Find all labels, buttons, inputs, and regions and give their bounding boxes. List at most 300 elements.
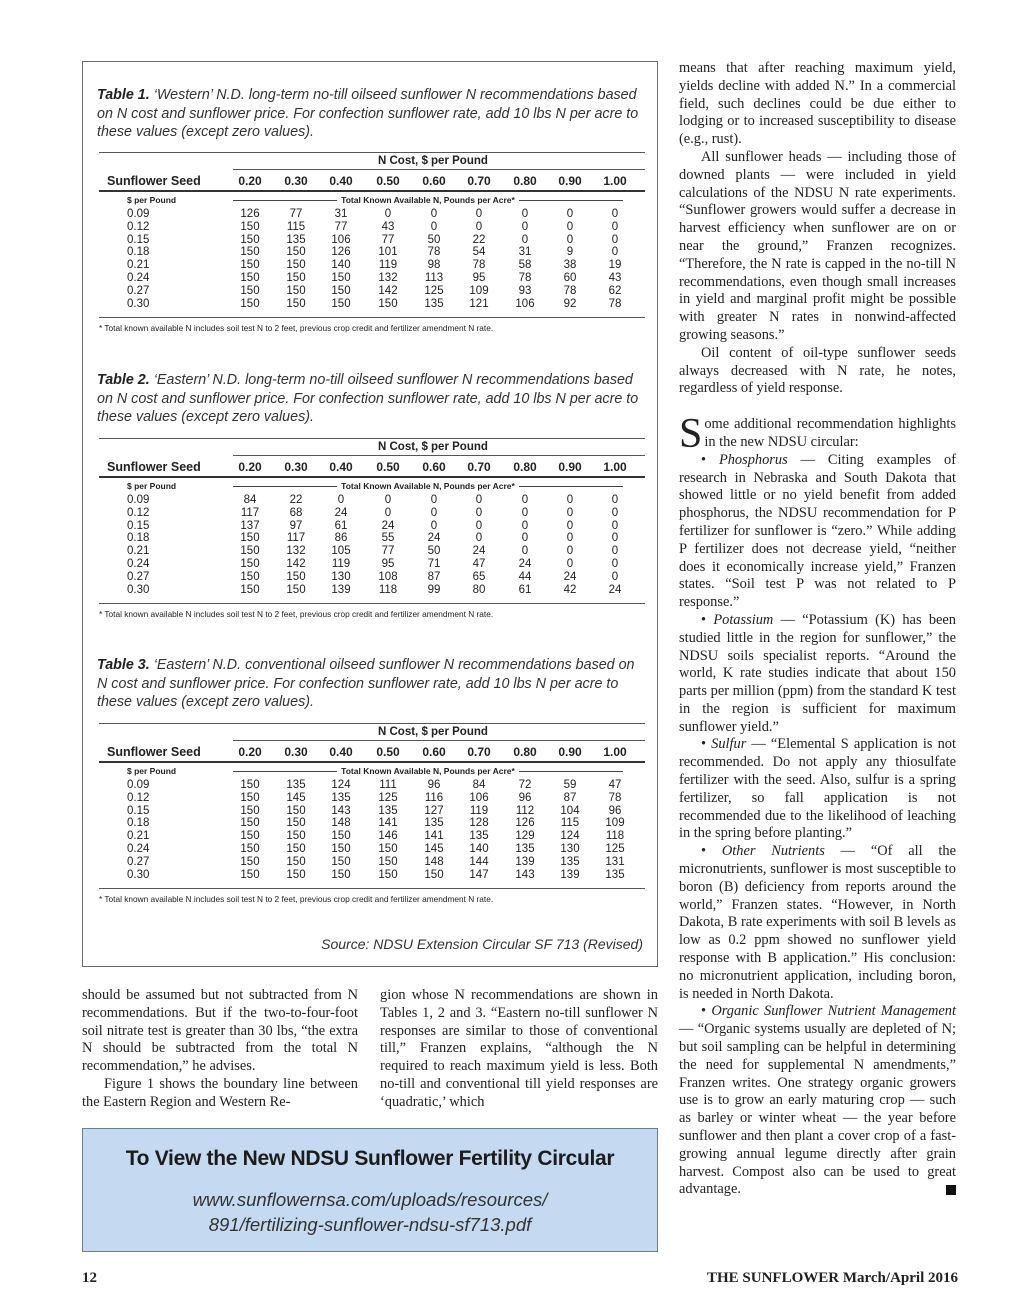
table-cell: 150: [240, 583, 260, 596]
table-cell: 84: [472, 779, 486, 791]
table-cell: 61: [518, 583, 532, 596]
available-n-text: Total Known Available N, Pounds per Acre*: [233, 481, 623, 491]
table-cell: 78: [608, 791, 622, 804]
table-cell: 130: [560, 843, 580, 855]
seed-price-cell: 0.21: [127, 830, 150, 843]
table-rule: [99, 152, 645, 153]
table-cell: 117: [286, 532, 306, 545]
seed-price-cell: 0.15: [127, 804, 150, 817]
table-cell: 135: [605, 868, 625, 881]
table-cell: 150: [240, 532, 260, 545]
table-cell: 135: [286, 779, 306, 791]
table-cell: 0: [566, 545, 574, 558]
table-cell: 130: [331, 570, 351, 583]
table-cell: 135: [469, 830, 489, 843]
table-cell: 0: [611, 558, 619, 570]
table-cell: 71: [427, 558, 441, 570]
table-cell: 24: [608, 583, 622, 596]
table-cell: 150: [378, 297, 398, 310]
table-cell: 113: [424, 272, 444, 284]
table-rule: [99, 438, 645, 439]
table-cell: 0: [566, 506, 574, 519]
table-cell: 105: [331, 545, 351, 558]
table-cell: 124: [560, 830, 580, 843]
table-cell: 0: [430, 506, 438, 519]
table-cell: 0: [475, 519, 483, 532]
table-cell: 96: [518, 791, 532, 804]
table-cell: 150: [331, 868, 351, 881]
per-pound-label: $ per Pound: [127, 766, 177, 776]
table-cell: 150: [286, 583, 306, 596]
seed-price-cell: 0.27: [127, 855, 150, 868]
cost-column-header: 0.50: [376, 745, 400, 759]
table-cell: 142: [286, 558, 306, 570]
table-cell: 109: [469, 284, 489, 297]
seed-price-cell: 0.27: [127, 570, 150, 583]
table-rule: [99, 761, 645, 763]
table-cell: 0: [475, 208, 483, 220]
sunflower-seed-header: Sunflower Seed: [107, 460, 201, 474]
table-cell: 141: [378, 817, 398, 830]
table-cell: 150: [240, 843, 260, 855]
table-cell: 0: [566, 558, 574, 570]
table-cell: 86: [334, 532, 348, 545]
seed-price-cell: 0.18: [127, 246, 150, 259]
table-cell: 126: [515, 817, 535, 830]
table-cell: 0: [611, 519, 619, 532]
table-cell: 117: [240, 506, 260, 519]
table-cell: 150: [378, 868, 398, 881]
table-cell: 44: [518, 570, 532, 583]
table-cell: 0: [611, 233, 619, 246]
table-cell: 98: [427, 259, 441, 272]
table-rule: [99, 317, 645, 318]
n-cost-header: N Cost, $ per Pound: [378, 155, 488, 167]
table-cell: 109: [605, 817, 625, 830]
table-cell: 150: [286, 843, 306, 855]
seed-price-cell: 0.12: [127, 506, 150, 519]
table-cell: 0: [521, 519, 529, 532]
table-cell: 31: [334, 208, 348, 220]
table-cell: 77: [289, 208, 303, 220]
circular-link-box: [82, 1128, 658, 1252]
table-cell: 0: [521, 233, 529, 246]
cost-column-header: 0.80: [513, 460, 537, 474]
table-cell: 0: [384, 494, 392, 506]
table-cell: 142: [378, 284, 398, 297]
body-column-right: [679, 60, 956, 1199]
table-cell: 129: [515, 830, 535, 843]
table-cell: 150: [424, 868, 444, 881]
table-cell: 118: [605, 830, 625, 843]
table-cell: 150: [240, 246, 260, 259]
table-cell: 150: [240, 220, 260, 233]
table-cell: 0: [611, 570, 619, 583]
table-cell: 0: [475, 494, 483, 506]
table-cell: 135: [331, 791, 351, 804]
table-cell: 150: [240, 233, 260, 246]
table-cell: 150: [286, 272, 306, 284]
table-cell: 150: [240, 817, 260, 830]
table-cell: 54: [472, 246, 486, 259]
table-cell: 0: [521, 494, 529, 506]
bullet-potassium: • Potassium — “Potassium (K) has been studied little in the region for sunflower,” the NDSU soils specialist reports. “Around the world, K rate studies indicate that about 150 parts per million (ppm) from the standard K test in the region is sufficient for maximum sunflower yield.”: [679, 611, 956, 735]
table-cell: 24: [427, 532, 441, 545]
table-cell: 0: [430, 220, 438, 233]
table-cell: 47: [472, 558, 486, 570]
sunflower-seed-header: Sunflower Seed: [107, 745, 201, 759]
link-box-title: To View the New NDSU Sunflower Fertility Circular: [125, 1147, 615, 1170]
table-cell: 132: [378, 272, 398, 284]
table-cell: 139: [515, 855, 535, 868]
bullet-phosphorus: • Phosphorus — Citing examples of research in Nebraska and South Dakota that showed little or no yield benefit from added phosphorus, the NDSU recommendation for P fertilizer for sunflower is “zero.” While adding P fertilizer does not decrease yield, “neither does it economically increase yield,” Franzen states. “Soil test P was not related to P response.”: [679, 451, 956, 611]
available-n-label: [233, 195, 623, 205]
table-cell: 77: [334, 220, 348, 233]
cost-column-header: 0.40: [329, 460, 353, 474]
n-cost-header: N Cost, $ per Pound: [378, 726, 488, 738]
table-footnote: * Total known available N includes soil test N to 2 feet, previous crop credit and fertilizer amendment N rate.: [99, 323, 494, 333]
table-cell: 84: [243, 494, 257, 506]
table-cell: 0: [521, 506, 529, 519]
table-cell: 135: [515, 843, 535, 855]
table-cell: 108: [378, 570, 398, 583]
section-intro: Some additional recommendation highlights in the new NDSU circular:: [679, 411, 956, 458]
table-cell: 124: [331, 779, 351, 791]
table-cell: 59: [563, 779, 577, 791]
table-cell: 99: [427, 583, 441, 596]
table-cell: 125: [424, 284, 444, 297]
table-cell: 24: [563, 570, 577, 583]
cost-column-header: 0.70: [467, 745, 491, 759]
table-cell: 150: [240, 830, 260, 843]
tables-box: [82, 61, 658, 967]
table-cell: 137: [240, 519, 260, 532]
table-cell: 119: [469, 804, 489, 817]
table-cell: 38: [563, 259, 577, 272]
table-3: [83, 633, 657, 923]
cost-column-header: 0.60: [422, 174, 446, 188]
table-cell: 96: [427, 779, 441, 791]
table-cell: 139: [560, 868, 580, 881]
table-cell: 111: [379, 779, 397, 791]
table-cell: 0: [475, 532, 483, 545]
table-cell: 150: [331, 830, 351, 843]
table-cell: 131: [605, 855, 625, 868]
table-rule: [233, 169, 645, 170]
table-cell: 101: [378, 246, 398, 259]
table-rule: [99, 723, 645, 724]
cost-column-header: 0.20: [238, 460, 262, 474]
body-column-middle: [380, 987, 658, 1112]
table-cell: 106: [469, 791, 489, 804]
publication-footer: THE SUNFLOWER March/April 2016: [707, 1270, 958, 1286]
cost-column-header: 1.00: [603, 460, 627, 474]
table-cell: 0: [611, 494, 619, 506]
table-cell: 42: [563, 583, 577, 596]
cost-column-header: 0.40: [329, 745, 353, 759]
table-cell: 150: [240, 779, 260, 791]
table-cell: 150: [240, 868, 260, 881]
table-cell: 150: [286, 868, 306, 881]
bullet-other-nutrients: • Other Nutrients — “Of all the micronutrients, sunflower is most susceptible to boron (B) deficiency from reports around the world,” Franzen states. “However, in North Dakota, B rate experiments with soil B levels as low as 0.2 ppm showed no sunflower yield response with B application.” His conclusion: no micronutrient application, including boron, is needed in North Dakota.: [679, 843, 956, 1002]
table-rule: [99, 888, 645, 889]
paragraph: gion whose N recommendations are shown in Tables 1, 2 and 3. “Eastern no-till sunflower N responses are similar to those of conventional till,” Franzen explains, “although the N required to reach maximum yield is less. Both no-till and conventional till yield responses are ‘quadratic,’ which: [380, 987, 658, 1110]
cost-column-header: 0.20: [238, 745, 262, 759]
table-cell: 0: [521, 208, 529, 220]
table-cell: 148: [424, 855, 444, 868]
table-cell: 135: [378, 804, 398, 817]
seed-price-cell: 0.24: [127, 272, 150, 284]
cost-column-header: 0.70: [467, 174, 491, 188]
table-cell: 135: [286, 233, 306, 246]
table-cell: 150: [240, 855, 260, 868]
table-cell: 150: [331, 297, 351, 310]
table-cell: 150: [240, 570, 260, 583]
table-cell: 0: [566, 532, 574, 545]
table-cell: 24: [518, 558, 532, 570]
table-cell: 150: [286, 804, 306, 817]
seed-price-cell: 0.21: [127, 259, 150, 272]
circular-url-line-2[interactable]: 891/fertilizing-sunflower-ndsu-sf713.pdf: [208, 1214, 532, 1235]
cost-column-header: 1.00: [603, 745, 627, 759]
table-cell: 0: [384, 506, 392, 519]
available-n-text: Total Known Available N, Pounds per Acre*: [233, 195, 623, 205]
table-cell: 19: [608, 259, 622, 272]
table-cell: 145: [286, 791, 306, 804]
table-cell: 150: [378, 855, 398, 868]
table-cell: 0: [611, 246, 619, 259]
table-cell: 0: [566, 220, 574, 233]
table-cell: 150: [286, 246, 306, 259]
table-cell: 50: [427, 545, 441, 558]
cost-column-header: 0.30: [284, 174, 308, 188]
table-cell: 148: [331, 817, 351, 830]
table-cell: 126: [240, 208, 260, 220]
available-n-label: [233, 766, 623, 776]
available-n-text: Total Known Available N, Pounds per Acre*: [233, 766, 623, 776]
table-cell: 125: [605, 843, 625, 855]
cost-column-header: 0.90: [558, 174, 582, 188]
table-cell: 22: [289, 494, 303, 506]
table-cell: 24: [381, 519, 395, 532]
cost-column-header: 0.50: [376, 460, 400, 474]
paragraph: Oil content of oil-type sunflower seeds always decreased with N rate, he notes, regardless of yield response.: [679, 344, 956, 397]
table-cell: 68: [289, 506, 303, 519]
table-cell: 43: [608, 272, 622, 284]
table-cell: 0: [566, 208, 574, 220]
cost-column-header: 0.80: [513, 174, 537, 188]
table-cell: 55: [381, 532, 395, 545]
table-cell: 106: [331, 233, 351, 246]
table-cell: 135: [424, 817, 444, 830]
table-cell: 150: [286, 259, 306, 272]
table-cell: 150: [240, 558, 260, 570]
table-cell: 22: [472, 233, 486, 246]
table-cell: 121: [469, 297, 489, 310]
table-cell: 126: [331, 246, 351, 259]
table-cell: 0: [475, 220, 483, 233]
table-cell: 144: [469, 855, 489, 868]
cost-column-header: 0.80: [513, 745, 537, 759]
cost-column-header: 0.60: [422, 460, 446, 474]
table-cell: 78: [563, 284, 577, 297]
table-cell: 140: [469, 843, 489, 855]
available-n-label: [233, 481, 623, 491]
seed-price-cell: 0.12: [127, 791, 150, 804]
table-cell: 150: [240, 297, 260, 310]
seed-price-cell: 0.09: [127, 208, 150, 220]
table-cell: 128: [469, 817, 489, 830]
seed-price-cell: 0.09: [127, 494, 150, 506]
table-cell: 150: [240, 272, 260, 284]
cost-column-header: 1.00: [603, 174, 627, 188]
seed-price-cell: 0.30: [127, 583, 150, 596]
bullet-sulfur: • Sulfur — “Elemental S application is not recommended. Do not apply any thiosulfate fertilizer with the seed. Also, sulfur is a spring fertilizer, so fall application is not recommended due to the likelihood of leaching in the spring before planting.”: [679, 736, 956, 842]
table-2: [83, 348, 657, 638]
cost-column-header: 0.40: [329, 174, 353, 188]
table-cell: 150: [240, 284, 260, 297]
seed-price-cell: 0.30: [127, 297, 150, 310]
per-pound-label: $ per Pound: [127, 481, 177, 491]
table-cell: 150: [286, 570, 306, 583]
table-cell: 150: [240, 259, 260, 272]
table-cell: 143: [515, 868, 535, 881]
table-cell: 0: [566, 519, 574, 532]
table-cell: 116: [424, 791, 444, 804]
table-cell: 150: [331, 284, 351, 297]
table-cell: 92: [563, 297, 577, 310]
seed-price-cell: 0.18: [127, 532, 150, 545]
table-cell: 135: [560, 855, 580, 868]
table-cell: 0: [611, 532, 619, 545]
table-cell: 72: [518, 779, 532, 791]
cost-column-header: 0.50: [376, 174, 400, 188]
seed-price-cell: 0.21: [127, 545, 150, 558]
table-cell: 135: [424, 297, 444, 310]
table-footnote: * Total known available N includes soil test N to 2 feet, previous crop credit and fertilizer amendment N rate.: [99, 609, 494, 619]
table-cell: 0: [521, 532, 529, 545]
table-cell: 150: [240, 791, 260, 804]
table-rule: [233, 740, 645, 741]
table-cell: 0: [566, 494, 574, 506]
table-cell: 141: [424, 830, 444, 843]
table-rule: [99, 190, 645, 192]
table-cell: 0: [521, 220, 529, 233]
table-cell: 150: [286, 830, 306, 843]
table-cell: 58: [518, 259, 532, 272]
paragraph: All sunflower heads — including those of downed plants — were included in yield calculations of the NDSU N rate experiments. “Sunflower growers would suffer a decrease in harvest efficiency when sunflower are on or near the ground,” Franzen recognizes. “Therefore, the N rate is capped in the no-till N recommendations, even though small increases in yield and marginal profit might be possible with greater N rates in nonwind-affected growing seasons.”: [679, 148, 956, 343]
table-cell: 0: [337, 494, 345, 506]
table-cell: 62: [608, 284, 622, 297]
table-cell: 24: [334, 506, 348, 519]
table-cell: 150: [286, 297, 306, 310]
table-title: Table 1. ‘Western’ N.D. long-term no-till oilseed sunflower N recommendations based on N cost and sunflower price. For confection sunflower rate, add 10 lbs N per acre to these values (except zero values).: [97, 87, 639, 140]
table-cell: 146: [378, 830, 398, 843]
table-cell: 139: [331, 583, 351, 596]
source-note: Source: NDSU Extension Circular SF 713 (Revised): [321, 936, 643, 952]
table-cell: 104: [560, 804, 580, 817]
table-cell: 145: [424, 843, 444, 855]
cost-column-header: 0.70: [467, 460, 491, 474]
table-cell: 87: [563, 791, 577, 804]
table-cell: 150: [240, 545, 260, 558]
seed-price-cell: 0.24: [127, 843, 150, 855]
seed-price-cell: 0.27: [127, 284, 150, 297]
table-cell: 0: [384, 208, 392, 220]
seed-price-cell: 0.15: [127, 519, 150, 532]
table-cell: 140: [331, 259, 351, 272]
cost-column-header: 0.30: [284, 460, 308, 474]
table-cell: 0: [475, 506, 483, 519]
table-cell: 112: [515, 804, 535, 817]
table-cell: 31: [518, 246, 532, 259]
seed-price-cell: 0.15: [127, 233, 150, 246]
table-cell: 60: [563, 272, 577, 284]
table-cell: 118: [378, 583, 398, 596]
table-cell: 47: [608, 779, 622, 791]
table-cell: 143: [331, 804, 351, 817]
seed-price-cell: 0.12: [127, 220, 150, 233]
seed-price-cell: 0.30: [127, 868, 150, 881]
table-cell: 132: [286, 545, 306, 558]
seed-price-cell: 0.18: [127, 817, 150, 830]
table-footnote: * Total known available N includes soil test N to 2 feet, previous crop credit and fertilizer amendment N rate.: [99, 894, 494, 904]
drop-cap: S: [679, 411, 703, 458]
table-cell: 77: [381, 545, 395, 558]
table-cell: 97: [289, 519, 303, 532]
table-cell: 150: [331, 843, 351, 855]
table-cell: 106: [515, 297, 535, 310]
table-cell: 0: [611, 208, 619, 220]
table-cell: 0: [430, 208, 438, 220]
table-cell: 0: [521, 545, 529, 558]
table-cell: 150: [286, 855, 306, 868]
end-mark-icon: [946, 1185, 956, 1195]
bullet-organic: • Organic Sunflower Nutrient Management — “Organic systems usually are depleted of N; but soil sampling can be helpful in determining the need for supplemental N amendments,” Franzen writes. One strategy organic growers use is to grow an early maturing crop — such as barley or winter wheat — the year before sunflower and then plant a cover crop of a fast-growing annual legume directly after grain harvest. Compost also can be used to great advantage.: [679, 1003, 957, 1198]
table-cell: 50: [427, 233, 441, 246]
table-cell: 127: [424, 804, 444, 817]
table-rule: [99, 603, 645, 604]
table-cell: 119: [331, 558, 351, 570]
table-cell: 0: [611, 545, 619, 558]
cost-column-header: 0.30: [284, 745, 308, 759]
table-cell: 80: [472, 583, 486, 596]
seed-price-cell: 0.24: [127, 558, 150, 570]
table-cell: 96: [608, 804, 622, 817]
table-cell: 43: [381, 220, 395, 233]
paragraph: means that after reaching maximum yield, yields decline with added N.” In a commercial field, such declines could be due either to lodging or to increased susceptibility to disease (e.g., rust).: [679, 60, 956, 148]
table-cell: 95: [381, 558, 395, 570]
seed-price-cell: 0.09: [127, 779, 150, 791]
table-cell: 150: [331, 272, 351, 284]
table-title: Table 2. ‘Eastern’ N.D. long-term no-till oilseed sunflower N recommendations based on N cost and sunflower price. For confection sunflower rate, add 10 lbs N per acre to these values (except zero values).: [97, 372, 639, 425]
table-cell: 0: [430, 494, 438, 506]
cost-column-header: 0.20: [238, 174, 262, 188]
cost-column-header: 0.90: [558, 745, 582, 759]
cost-column-header: 0.60: [422, 745, 446, 759]
table-cell: 150: [331, 855, 351, 868]
table-cell: 0: [430, 519, 438, 532]
table-cell: 78: [608, 297, 622, 310]
table-title: Table 3. ‘Eastern’ N.D. conventional oilseed sunflower N recommendations based on N cost and sunflower price. For confection sunflower rate, add 10 lbs N per acre to these values (except zero values).: [97, 657, 635, 710]
table-cell: 150: [378, 843, 398, 855]
page-number: 12: [82, 1270, 97, 1286]
table-cell: 150: [240, 804, 260, 817]
table-cell: 77: [381, 233, 395, 246]
circular-url-line-1[interactable]: www.sunflowernsa.com/uploads/resources/: [192, 1189, 548, 1210]
table-cell: 87: [427, 570, 441, 583]
paragraph: Figure 1 shows the boundary line between the Eastern Region and Western Re-: [82, 1075, 358, 1110]
